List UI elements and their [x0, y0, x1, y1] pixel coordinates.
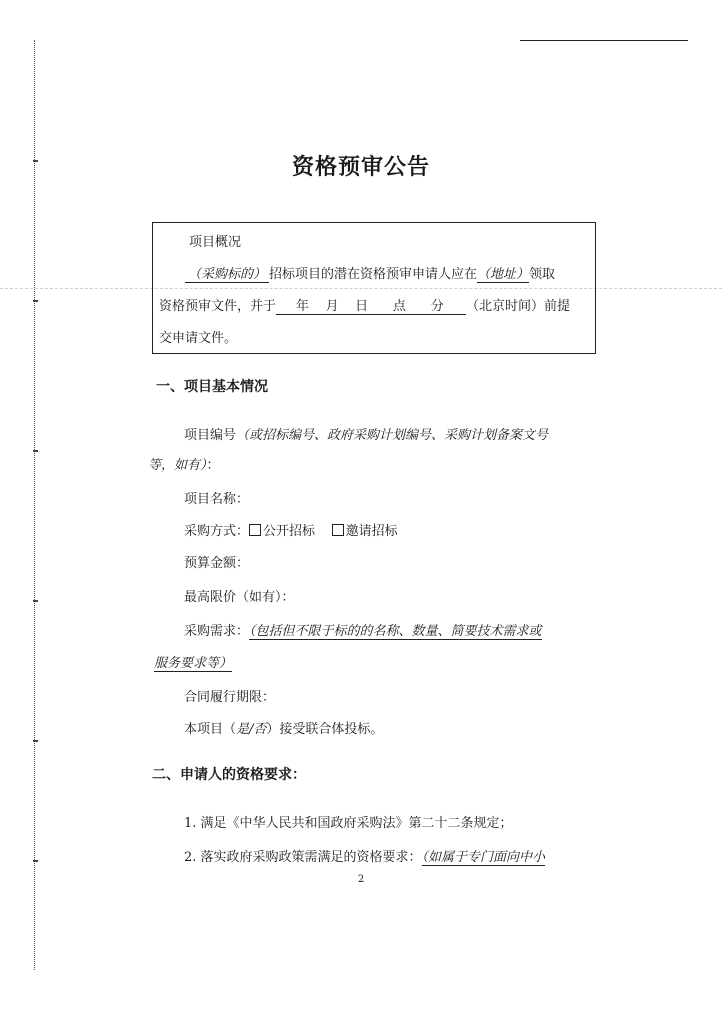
page-title: 资格预审公告	[291, 154, 430, 180]
overview-line-1: （采购标的） 招标项目的潜在资格预审申请人应在（地址）领取	[185, 263, 555, 283]
open-tender-checkbox	[249, 524, 261, 536]
project-name-field: 项目名称：	[184, 492, 250, 507]
contract-period-field: 合同履行期限：	[184, 690, 276, 705]
project-overview-box	[152, 222, 596, 354]
max-price-field: 最高限价（如有）：	[184, 590, 295, 605]
section2-heading: 二、申请人的资格要求：	[152, 767, 306, 783]
qualification-item-2: 2. 落实政府采购政策需满足的资格要求：（如属于专门面向中小	[184, 850, 546, 865]
invited-tender-checkbox	[332, 524, 344, 536]
header-rule	[520, 40, 688, 41]
section1-heading: 一、项目基本情况	[156, 379, 268, 395]
consortium-field: 本项目（是/否）接受联合体投标。	[184, 722, 384, 737]
procurement-needs-line-2: 服务要求等）	[154, 656, 233, 671]
project-number-line: 项目编号（或招标编号、政府采购计划编号、采购计划备案文号	[184, 428, 549, 443]
page-number: 2	[357, 874, 365, 885]
procurement-subject-blank: （采购标的）	[185, 263, 269, 283]
qualification-item-1: 1. 满足《中华人民共和国政府采购法》第二十二条规定；	[184, 816, 513, 831]
deadline-blank: 年 月 日 点 分	[276, 295, 466, 315]
procurement-needs-field: 采购需求：（包括但不限于标的的名称、数量、简要技术需求或	[184, 624, 542, 639]
overview-line-2: 资格预审文件，并于 年 月 日 点 分 （北京时间）前提	[159, 295, 570, 315]
procurement-method-field: 采购方式： 公开招标 邀请招标	[184, 524, 398, 539]
project-number-line-2: 等，如有）：	[148, 458, 220, 473]
budget-field: 预算金额：	[184, 556, 250, 571]
overview-line-3: 交申请文件。	[159, 331, 238, 346]
overview-heading: 项目概况	[189, 235, 242, 250]
address-blank: （地址）	[477, 263, 529, 283]
